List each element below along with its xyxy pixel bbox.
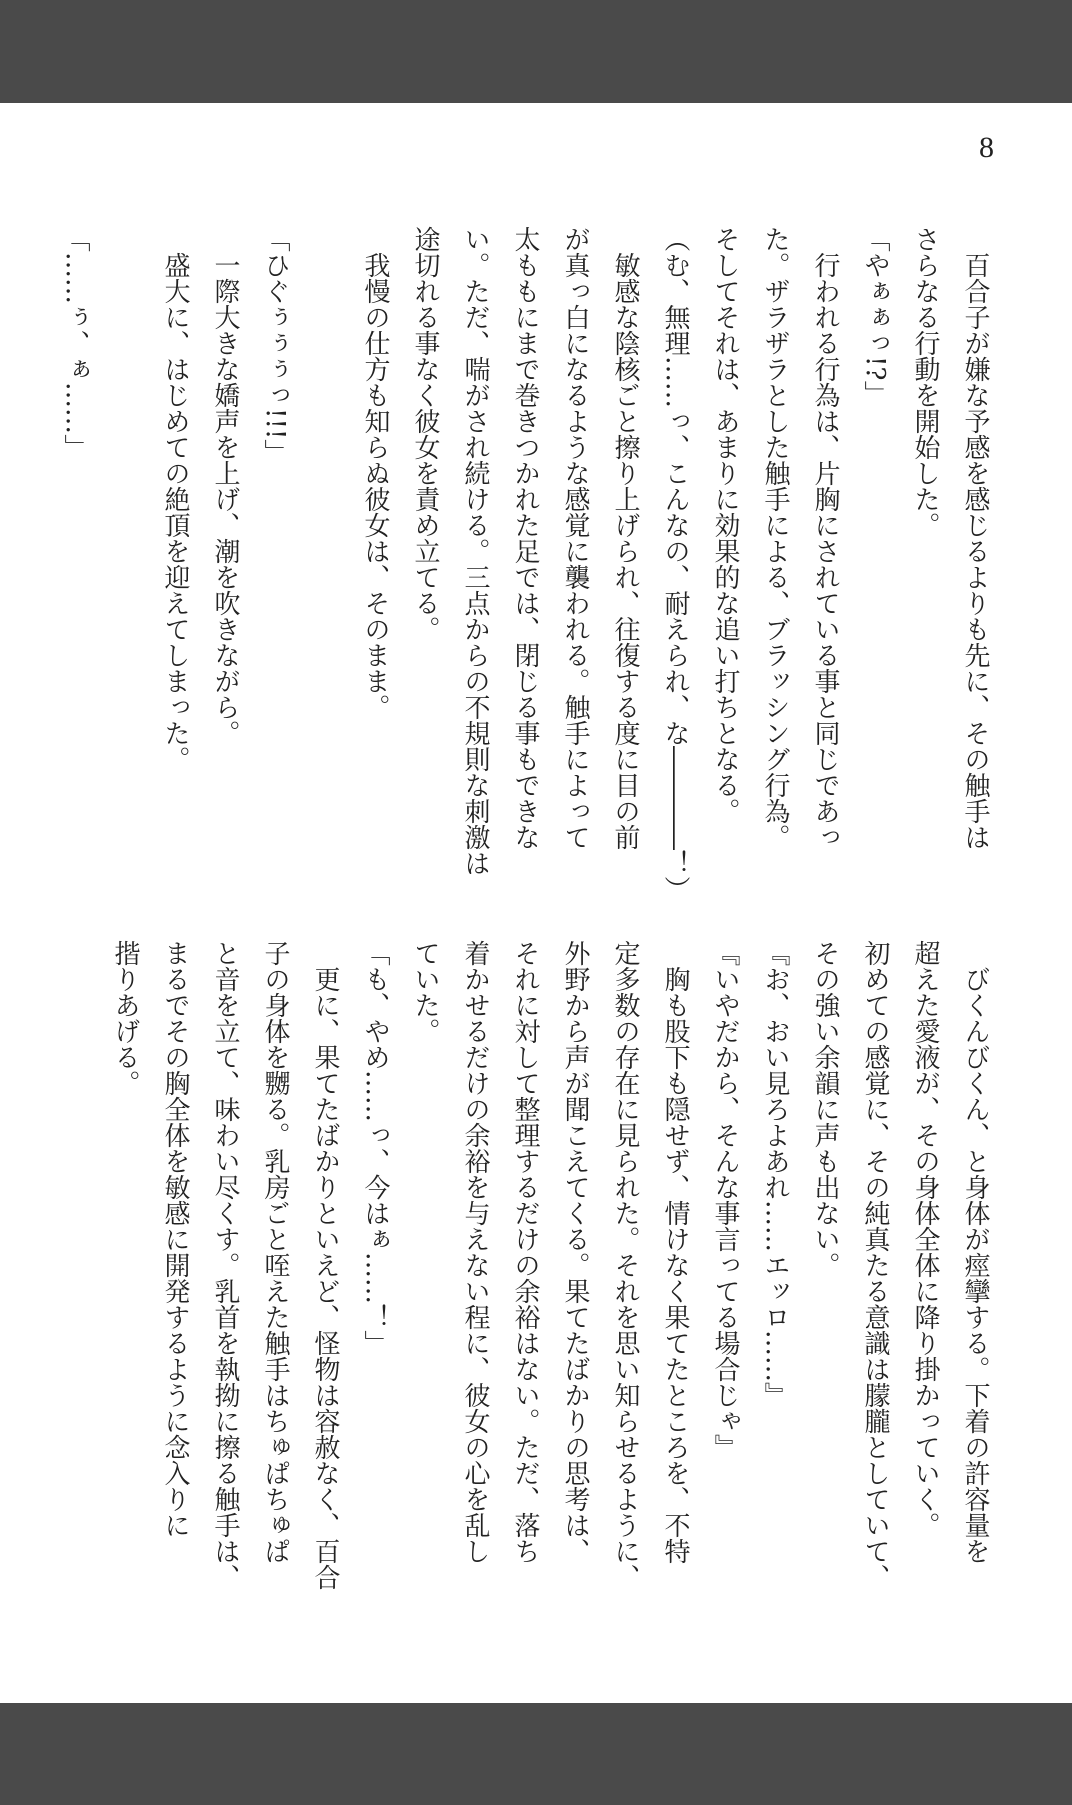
top-bar [0, 0, 1072, 103]
text-line: 百合子が嫌な予感を感じるよりも先に、その触手は [960, 226, 990, 850]
text-line: 一際大きな嬌声を上げ、潮を吹きながら。 [210, 226, 240, 746]
text-line: 子の身体を嬲る。乳房ごと咥えた触手はちゅぱちゅぱ [260, 940, 290, 1564]
text-line: 『いやだから、そんな事言ってる場合じゃ』 [710, 940, 740, 1460]
text-line: 途切れる事なく彼女を責め立てる。 [410, 226, 440, 642]
text-line: 更に、果てたばかりといえど、怪物は容赦なく、百合 [310, 940, 340, 1590]
page-number: 8 [979, 131, 994, 164]
text-line: ていた。 [410, 940, 440, 1044]
text-line: それに対して整理するだけの余裕はない。ただ、落ち [510, 940, 540, 1564]
text-line: と音を立て、味わい尽くす。乳首を執拗に擦る触手は、 [210, 940, 240, 1590]
text-line: さらなる行動を開始した。 [910, 226, 940, 538]
text-line: 我慢の仕方も知らぬ彼女は、そのまま。 [360, 226, 390, 720]
book-page [0, 103, 1072, 1703]
text-line: 初めての感覚に、その純真たる意識は朦朧としていて、 [860, 940, 890, 1590]
text-line: 胸も股下も隠せず、情けなく果てたところを、不特 [660, 940, 690, 1564]
text-line: 定多数の存在に見られた。それを思い知らせるように、 [610, 940, 640, 1590]
text-line: まるでその胸全体を敏感に開発するように念入りに [160, 940, 190, 1538]
text-line: 敏感な陰核ごと擦り上げられ、往復する度に目の前 [610, 226, 640, 850]
text-line: 外野から声が聞こえてくる。果てたばかりの思考は、 [560, 940, 590, 1564]
text-line: 「も、やめ……っ、今はぁ……！」 [360, 940, 390, 1356]
text-line: 着かせるだけの余裕を与えない程に、彼女の心を乱し [460, 940, 490, 1564]
text-line: （む、無理……っ、こんなの、耐えられ、な――――！） [660, 226, 690, 902]
text-line: 『お、おい見ろよあれ……エッロ……』 [760, 940, 790, 1408]
text-line: 盛大に、はじめての絶頂を迎えてしまった。 [160, 226, 190, 772]
lower-text-block [80, 940, 1000, 1680]
text-line [100, 226, 150, 966]
text-line: そしてそれは、あまりに効果的な追い打ちとなる。 [710, 226, 740, 824]
text-line: が真っ白になるような感覚に襲われる。触手によって [560, 226, 590, 850]
text-line [300, 226, 350, 966]
text-line: い。ただ、喘がされ続ける。三点からの不規則な刺激は [460, 226, 490, 876]
upper-text-block [60, 226, 1000, 966]
text-line: 揩りあげる。 [110, 940, 140, 1096]
text-line: 太ももにまで巻きつかれた足では、閉じる事もできな [510, 226, 540, 850]
text-line: その強い余韻に声も出ない。 [810, 940, 840, 1278]
text-line: びくんびくん、と身体が痙攣する。下着の許容量を [960, 940, 990, 1564]
text-line: 「やぁぁっ!?」 [860, 226, 890, 407]
text-line: 「……ぅ、ぁ……」 [60, 226, 90, 460]
text-line: 「ひぐぅぅぅっ!!!」 [260, 226, 290, 466]
text-line: 行われる行為は、片胸にされている事と同じであっ [810, 226, 840, 850]
text-line: た。ザラザラとした触手による、ブラッシング行為。 [760, 226, 790, 850]
bottom-bar [0, 1703, 1072, 1805]
text-line: 超えた愛液が、その身体全体に降り掛かっていく。 [910, 940, 940, 1538]
